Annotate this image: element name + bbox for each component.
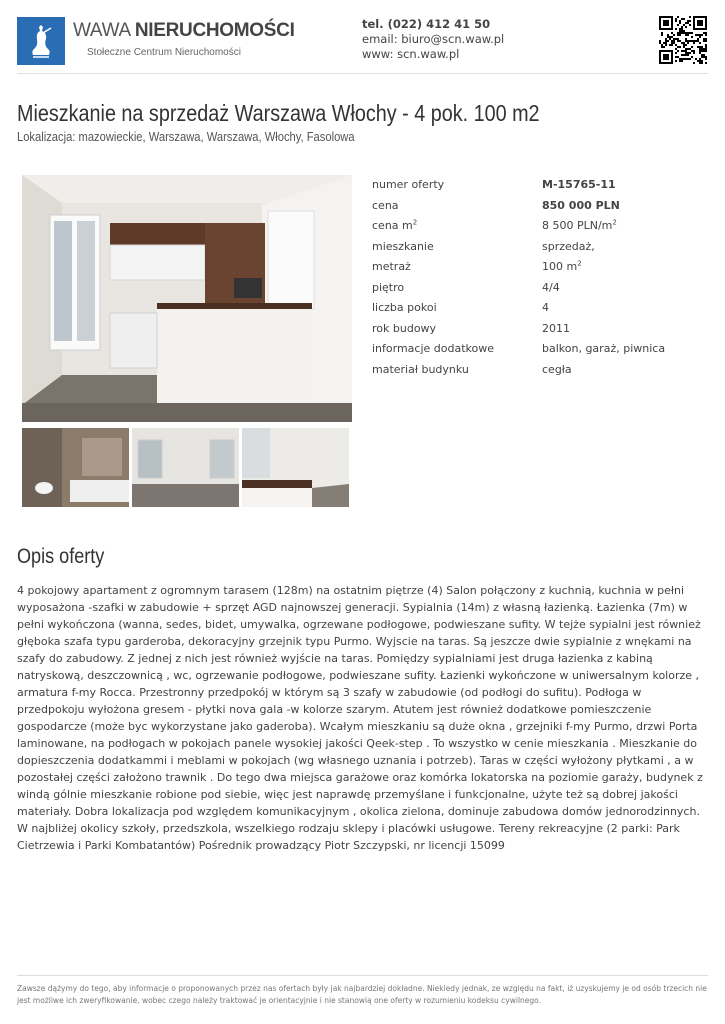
thumbnail-room[interactable] <box>132 428 239 507</box>
detail-label: informacje dodatkowe <box>372 342 495 355</box>
detail-value: 8 500 PLN/$m^2$ <box>542 218 617 232</box>
detail-row <box>372 219 692 239</box>
detail-row <box>372 281 692 301</box>
website-link[interactable]: www: scn.waw.pl <box>362 47 460 61</box>
main-photo[interactable] <box>22 175 352 422</box>
description-heading: Opis oferty <box>17 545 105 568</box>
detail-row <box>372 199 692 219</box>
detail-value: 4 <box>542 301 549 314</box>
detail-label: cena <box>372 198 399 212</box>
detail-row <box>372 363 692 383</box>
detail-value: sprzedaż, <box>542 239 595 253</box>
detail-label: rok budowy <box>372 321 437 335</box>
footer-disclaimer: Zawsze dążymy do tego, aby informacje o proponowanych przez nas ofertach były jak najbardziej dokładne. Niekiedy jednak, ze względu na fakt, iż uzyskujemy je od osób trzecich nie jest możliwe ich zweryfikowanie, wobec czego należy traktować je orientacyjnie i nie stanowią one oferty w rozumieniu kodeksu cywilnego. <box>17 984 707 1005</box>
mermaid-logo-icon <box>17 17 65 65</box>
detail-value: cegła <box>542 362 572 376</box>
detail-label: metraż <box>372 260 411 273</box>
detail-value: balkon, garaż, piwnica <box>542 342 666 355</box>
detail-label: mieszkanie <box>372 239 434 253</box>
header-divider <box>17 73 708 74</box>
phone-number[interactable]: tel. (022) 412 41 50 <box>362 17 491 31</box>
detail-value: 2011 <box>542 321 570 335</box>
detail-label: numer oferty <box>372 178 445 191</box>
qr-code-icon <box>659 16 707 64</box>
email-link[interactable]: email: biuro@scn.waw.pl <box>362 32 505 46</box>
detail-row <box>372 322 692 342</box>
detail-value: 850 000 PLN <box>542 198 620 212</box>
detail-label: materiał budynku <box>372 362 469 376</box>
detail-label: liczba pokoi <box>372 301 437 314</box>
page-title: Mieszkanie na sprzedaż Warszawa Włochy - 4 pok. 100 m2 <box>17 100 540 126</box>
brand-subtitle: Stołeczne Centrum Nieruchomości <box>87 47 241 58</box>
contact-block <box>362 17 504 62</box>
detail-value: 100 $m^2$ <box>542 259 582 273</box>
detail-row <box>372 342 692 362</box>
thumbnail-kitchen-bar[interactable] <box>242 428 349 507</box>
brand-name: WAWA NIERUCHOMOŚCI <box>73 20 295 41</box>
description-text: 4 pokojowy apartament z ogromnym tarasem (128m) na ostatnim piętrze (4) Salon połączony z kuchnią, kuchnia w pełni wyposażona -szafki w zabudowie + sprzęt AGD najnowszej generacji. Sypialnia (14m) z własną łazienką. Łazienka (7m) w pełni wykończona (wanna, sedes, bidet, umywalka, ogrzewane podłogowe, podwieszane sufity. W tejże sypialni jest również głęboka szafa typu garderoba, dekoracyjny grzejnik typu Purmo. Wyjscie na taras. Są jeszcze dwie sypialnie z wnękami na szafy do zabudowy. Z jednej z nich jest również wyjście na taras. Pomiędzy sypialniami jest druga łazienka z kabiną natryskową, deszczownicą , wc, ogrzewanie podłogowe, podwieszane sufity. Łazienki wykończone w uniwersalnym kolorze , armatura f-my Rocca. Przestronny przedpokój w którym są 3 szafy w zabudowie (od podłogi do sufitu). Podłoga w przedpokoju wyłożona gresem - płytki nova gala -w kolorze szarym. Atutem jest również dodatkowe pomieszczenie gospodarcze (może byc wykorzystane jako gaderoba). Wcałym mieszkaniu są duże okna , grzejniki f-my Purmo, drzwi Porta laminowane, na podłogach w pokojach panele wysokiej jakości Qeek-step . To wszystko w cenie mieszkania . Mieszkanie do dopieszczenia dodatkammi i meblami w pokojach (wg własnego uznania i potrzeb). Taras w części wyłożony płytkami , a w pozostałej części założono trawnik . Do tego dwa miejsca garażowe oraz komórka lokatorska na poziomie garaży, budynek z windą gólnie mieszkanie robione pod siebie, więc jest naprawdę przemyślane i funkcjonalne, użyte też są dobrej jakości materiały. Dobra lokalizacja pod względem komunikacyjnym , okolica zielona, dominuje zabudowa domów jednorodzinnych. W najbliżej okolicy szkoły, przedszkola, wszelkiego rodzaju sklepy i placówki usługowe. Tereny rekreacyjne (2 parki: Park Cietrzewia i Parki Kombatantów) Pośrednik prowadzący Piotr Szczypski, nr licencji 15099 <box>17 584 703 852</box>
footer-divider <box>17 975 708 976</box>
detail-label: cena $m^2$ <box>372 218 418 232</box>
detail-row <box>372 301 692 321</box>
detail-value: M-15765-11 <box>542 178 616 191</box>
location-line: Lokalizacja: mazowieckie, Warszawa, Warszawa, Włochy, Fasolowa <box>17 129 355 144</box>
detail-row <box>372 178 692 198</box>
detail-value: 4/4 <box>542 280 560 294</box>
detail-label: piętro <box>372 280 405 294</box>
thumbnail-bathroom[interactable] <box>22 428 129 507</box>
detail-row <box>372 260 692 280</box>
detail-row <box>372 240 692 260</box>
